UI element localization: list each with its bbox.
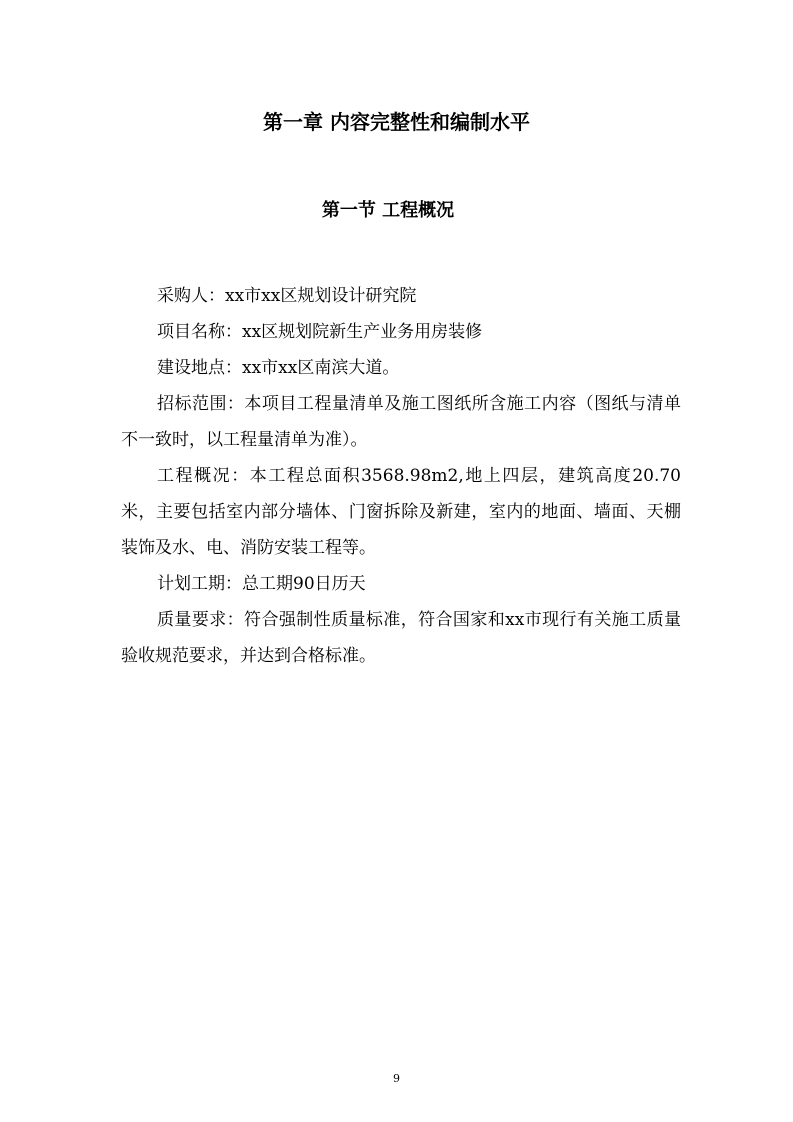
construction-site-paragraph: 建设地点：xx市xx区南滨大道。: [157, 358, 400, 378]
project-name-paragraph: 项目名称：xx区规划院新生产业务用房装修: [157, 322, 483, 342]
section-title: 第一节 工程概况: [321, 200, 455, 221]
tender-scope-paragraph: 招标范围：本项目工程量清单及施工图纸所含施工内容（图纸与清单不一致时，以工程量清单为准）。: [121, 394, 681, 450]
project-overview-paragraph: 工程概况：本工程总面积3568.98m2,地上四层，建筑高度20.70米，主要包括室内部分墙体、门窗拆除及新建，室内的地面、墙面、天棚装饰及水、电、消防安装工程等。: [121, 466, 681, 558]
schedule-paragraph: 计划工期：总工期90日历天: [157, 574, 366, 594]
page-number: 9: [393, 1072, 400, 1085]
section-body: [121, 278, 681, 674]
chapter-title: 第一章 内容完整性和编制水平: [263, 110, 530, 134]
quality-requirement-paragraph: 质量要求：符合强制性质量标准，符合国家和xx市现行有关施工质量验收规范要求，并达到合格标准。: [121, 610, 681, 666]
purchaser-paragraph: 采购人：xx市xx区规划设计研究院: [157, 286, 417, 306]
